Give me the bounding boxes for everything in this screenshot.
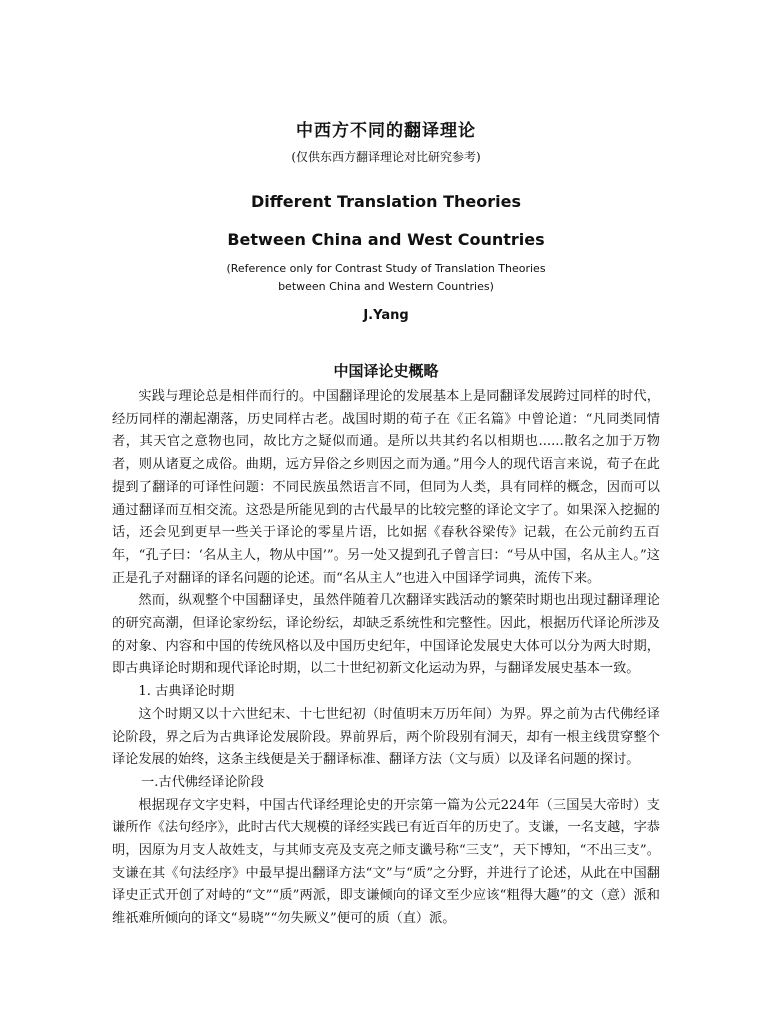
subheading-classical-period: 1. 古典译论时期 bbox=[138, 684, 235, 700]
author-name: J.Yang bbox=[363, 308, 409, 323]
chinese-title: 中西方不同的翻译理论 bbox=[296, 121, 476, 141]
body-paragraph-4: 根据现存文字史料，中国古代译经理论史的开宗第一篇为公元224年（三国吴大帝时）支谦所作《法句经序》，此时古代大规模的译经实践已有近百年的历史了。支谦，一名支越，字恭明，因原为月支人故姓支，与其师支亮及支亮之师支谶号称“三支”，天下博知，“不出三支”。支谦在其《句法经序》中最早提出翻译方法“文”与“质”之分野，并进行了论述，从此在中国翻译史正式开创了对峙的“文”“质”两派，即支谦倾向的译文至少应该“粗得大趣”的文（意）派和维祇难所倾向的译文“易晓”“勿失厥义”便可的质（直）派。 bbox=[112, 797, 660, 927]
english-title-line-1: Different Translation Theories bbox=[251, 192, 521, 211]
subheading-buddhist-sutra-period: 一.古代佛经译论阶段 bbox=[141, 774, 264, 790]
body-paragraph-2: 然而，纵观整个中国翻译史，虽然伴随着几次翻译实践活动的繁荣时期也出现过翻译理论的研究高潮，但译论家纷纭，译论纷纭，却缺乏系统性和完整性。因此，根据历代译论所涉及的对象、内容和中国的传统风格以及中国历史纪年，中国译论发展史大体可以分为两大时期，即古典译论时期和现代译论时期，以二十世纪初新文化运动为界，与翻译发展史基本一致。 bbox=[112, 593, 660, 677]
body-paragraph-3: 这个时期又以十六世纪末、十七世纪初（时值明末万历年间）为界。界之前为古代佛经译论阶段，界之后为古典译论发展阶段。界前界后，两个阶段别有洞天，却有一根主线贯穿整个译论发展的始终，这条主线便是关于翻译标准、翻译方法（文与质）以及译名问题的探讨。 bbox=[112, 706, 660, 768]
body-paragraph-1: 实践与理论总是相伴而行的。中国翻译理论的发展基本上是同翻译发展跨过同样的时代，经历同样的潮起潮落，历史同样古老。战国时期的荀子在《正名篇》中曾论道：“凡同类同情者，其天官之意物也同，故比方之疑似而通。是所以共其约名以相期也......散名之加于万物者，则从诸夏之成俗。曲期，远方异俗之乡则因之而为通。”用今人的现代语言来说，荀子在此提到了翻译的可译性问题：不同民族虽然语言不同，但同为人类，具有同样的概念，因而可以通过翻译而互相交流。这恐是所能见到的古代最早的比较完整的译论文字了。如果深入挖掘的话，还会见到更早一些关于译论的零星片语，比如据《春秋谷梁传》记载，在公元前约五百年，“孔子曰：‘名从主人，物从中国’”。另一处又提到孔子曾言曰：“号从中国，名从主人。”这正是孔子对翻译的译名问题的论述。而“名从主人”也进入中国译学词典，流传下来。 bbox=[112, 389, 660, 586]
document-body bbox=[112, 386, 660, 931]
english-subtitle-line-1: (Reference only for Contrast Study of Translation Theories bbox=[226, 262, 546, 275]
english-title-line-2: Between China and West Countries bbox=[227, 230, 545, 249]
chinese-subtitle: (仅供东西方翻译理论对比研究参考) bbox=[291, 150, 481, 164]
section-heading: 中国译论史概略 bbox=[333, 362, 439, 380]
english-subtitle-line-2: between China and Western Countries) bbox=[278, 280, 494, 293]
